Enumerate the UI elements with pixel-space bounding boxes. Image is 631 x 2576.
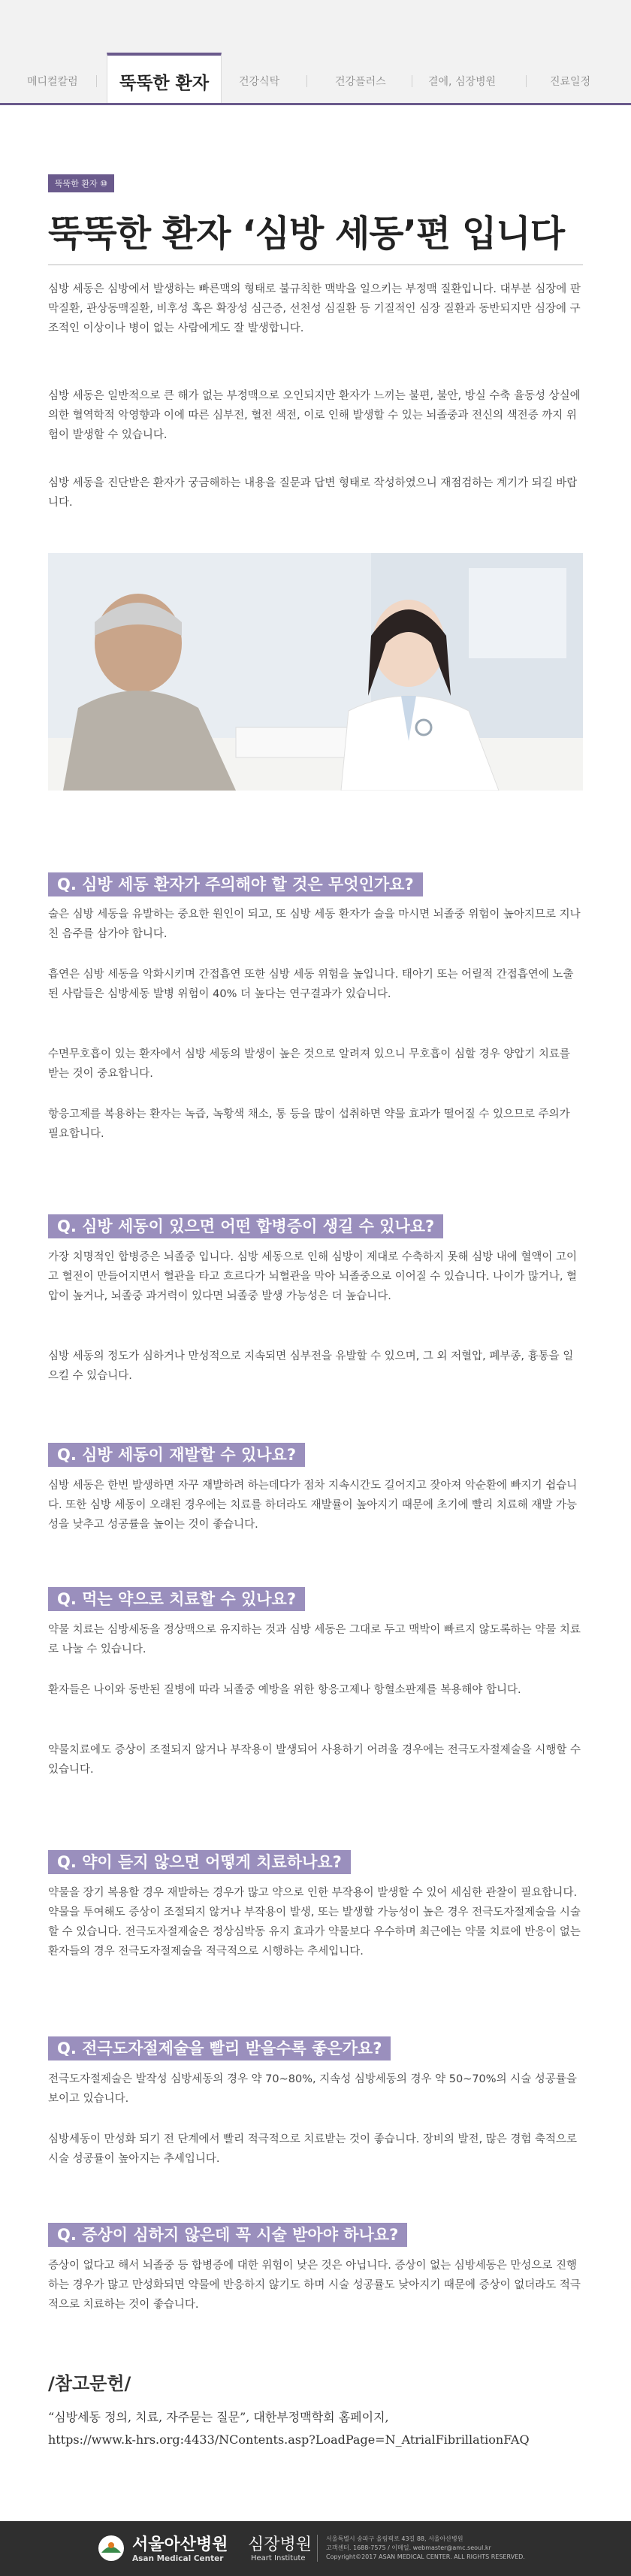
question-heading-1: Q. 심방 세동 환자가 주의해야 할 것은 무엇인가요? <box>48 872 423 896</box>
consultation-illustration <box>48 553 583 791</box>
tab-health-table[interactable]: 건강식탁 <box>239 76 280 88</box>
answer-7-1: 증상이 없다고 해서 뇌졸중 등 합병증에 대한 위험이 낮은 것은 아닙니다. 증상이 없는 심방세동은 만성으로 진행하는 경우가 많고 만성화되면 약물에 반응하지 않기도 하며 시술 성공률도 낮아지기 때문에 증상이 없더라도 적극적으로 치료하는 것이 좋습니다. <box>48 2260 581 2311</box>
footer-contact: 고객센터. 1688-7575 / 이메일. webmaster@amc.seoul.kr <box>326 2544 491 2551</box>
answer-5-1: 약물을 장기 복용할 경우 재발하는 경우가 많고 약으로 인한 부작용이 발생할 수 있어 세심한 관찰이 필요합니다. 약물을 투여해도 증상이 조절되지 않거나 부작용이 발생, 또는 발생할 가능성이 높은 경우 전극도자절제술을 시술할 수 있습니다. 전극도자절제술은 정상심박동 유지 효과가 약물보다 우수하며 최근에는 약물 치료에 반응이 없는 환자들의 경우 전극도자절제술을 적극적으로 시행하는 추세입니다. <box>48 1887 581 1958</box>
dept-name: 심장병원 <box>248 2535 312 2554</box>
footer-divider <box>317 2535 318 2562</box>
reference-citation: “심방세동 정의, 치료, 자주묻는 질문”, 대한부정맥학회 홈페이지, <box>48 2410 389 2424</box>
answer-2-2: 심방 세동의 정도가 심하거나 만성적으로 지속되면 심부전을 유발할 수 있으며, 그 외 저혈압, 폐부종, 흉통을 일으킬 수 있습니다. <box>48 1350 574 1382</box>
references-list <box>48 2406 589 2451</box>
top-navigation <box>0 0 631 105</box>
answer-3-1: 심방 세동은 한번 발생하면 자꾸 재발하려 하는데다가 점차 지속시간도 길어지고 잦아져 악순환에 빠지기 쉽습니다. 또한 심방 세동이 오래된 경우에는 치료를 하더라도 재발률이 높아지기 때문에 초기에 빨리 치료해 재발 가능성을 낮추고 성공률을 높이는 것이 좋습니다. <box>48 1480 578 1531</box>
answer-4-3: 약물치료에도 증상이 조절되지 않거나 부작용이 발생되어 사용하기 어려울 경우에는 전극도자절제술을 시행할 수 있습니다. <box>48 1744 581 1776</box>
question-heading-6: Q. 전극도자절제술을 빨리 받을수록 좋은가요? <box>48 2036 391 2060</box>
question-heading-2: Q. 심방 세동이 있으면 어떤 합병증이 생길 수 있나요? <box>48 1214 443 1238</box>
tab-separator <box>526 75 527 87</box>
intro-paragraph-3: 심방 세동을 진단받은 환자가 궁금해하는 내용을 질문과 답변 형태로 작성하였으니 재점검하는 계기가 되길 바랍니다. <box>48 477 578 509</box>
question-heading-7: Q. 증상이 심하지 않은데 꼭 시술 받아야 하나요? <box>48 2223 407 2247</box>
tab-active-patient[interactable]: 뚝뚝한 환자 <box>107 53 222 105</box>
tab-health-plus[interactable]: 건강플러스 <box>335 76 386 88</box>
hospital-name: 서울아산병원 <box>132 2535 228 2554</box>
footer-copyright: Copyright©2017 ASAN MEDICAL CENTER. ALL RIGHTS RESERVED. <box>326 2553 525 2560</box>
intro-paragraph-1: 심방 세동은 심방에서 발생하는 빠른맥의 형태로 불규칙한 맥박을 일으키는 부정맥 질환입니다. 대부분 심장에 판막질환, 관상동맥질환, 비후성 혹은 확장성 심근증, 선천성 심질환 등 기질적인 심장 질환과 동반되지만 심장에 구조적인 이상이나 병이 없는 사람에게도 잘 발생합니다. <box>48 283 581 334</box>
answer-4-2: 환자들은 나이와 동반된 질병에 따라 뇌졸중 예방을 위한 항응고제나 항혈소판제를 복용해야 합니다. <box>48 1684 521 1696</box>
tab-medical-column[interactable]: 메디컬칼럼 <box>27 76 78 88</box>
hospital-name-en: Asan Medical Center <box>132 2554 224 2563</box>
answer-6-2: 심방세동이 만성화 되기 전 단계에서 빨리 적극적으로 치료받는 것이 좋습니다. 장비의 발전, 많은 경험 축적으로 시술 성공률이 높아지는 추세입니다. <box>48 2133 578 2165</box>
answer-1-2: 흡연은 심방 세동을 악화시키며 간접흡연 또한 심방 세동 위험을 높입니다. 태아기 또는 어릴적 간접흡연에 노출된 사람들은 심방세동 발병 위험이 40% 더 높다는 연구결과가 있습니다. <box>48 969 574 1000</box>
doctor-patient-photo <box>48 553 583 791</box>
footer-info <box>326 2535 574 2562</box>
question-heading-5: Q. 약이 듣지 않으면 어떻게 치료하나요? <box>48 1850 351 1874</box>
tab-heart-hospital[interactable]: 결에, 심장병원 <box>428 76 497 88</box>
tab-separator <box>306 75 307 87</box>
hospital-logo-icon <box>98 2535 125 2562</box>
question-heading-4: Q. 먹는 약으로 치료할 수 있나요? <box>48 1587 305 1611</box>
nav-underline <box>0 103 631 105</box>
answer-1-4: 항응고제를 복용하는 환자는 녹즙, 녹황색 채소, 통 등을 많이 섭취하면 약물 효과가 떨어질 수 있으므로 주의가 필요합니다. <box>48 1108 570 1140</box>
footer <box>0 2521 631 2576</box>
page-title: 뚝뚝한 환자 ‘심방 세동’편 입니다 <box>48 213 565 255</box>
dept-name-en: Heart Institute <box>251 2554 306 2562</box>
answer-2-1: 가장 치명적인 합병증은 뇌졸중 입니다. 심방 세동으로 인해 심방이 제대로 수축하지 못해 심방 내에 혈액이 고이고 혈전이 만들어지면서 혈관을 타고 흐르다가 뇌혈관을 막아 뇌졸중으로 이어질 수 있습니다. 나이가 많거나, 혈압이 높거나, 뇌졸중 과거력이 있다면 뇌졸중 발생 가능성은 더 높습니다. <box>48 1251 578 1302</box>
answer-4-1: 약물 치료는 심방세동을 정상맥으로 유지하는 것과 심방 세동은 그대로 두고 맥박이 빠르지 않도록하는 약물 치료로 나눌 수 있습니다. <box>48 1624 581 1655</box>
question-heading-3: Q. 심방 세동이 재발할 수 있나요? <box>48 1443 305 1467</box>
references-heading: /참고문헌/ <box>48 2373 131 2394</box>
tab-schedule[interactable]: 진료일정 <box>550 76 591 88</box>
reference-url[interactable]: https://www.k-hrs.org:4433/NContents.asp?LoadPage=N_AtrialFibrillationFAQ <box>48 2432 530 2447</box>
tab-separator <box>96 75 97 87</box>
intro-paragraph-2: 심방 세동은 일반적으로 큰 해가 없는 부정맥으로 오인되지만 환자가 느끼는 불편, 불안, 방실 수축 율동성 상실에 의한 혈역학적 악영향과 이에 따른 심부전, 혈전 색전, 이로 인해 발생할 수 있는 뇌졸중과 전신의 색전증 까지 위험이 발생할 수 있습니다. <box>48 390 581 441</box>
series-kicker-badge: 뚝뚝한 환자 ⑩ <box>48 174 114 192</box>
footer-address: 서울특별시 송파구 올림픽로 43길 88, 서울아산병원 <box>326 2535 463 2542</box>
answer-1-1: 술은 심방 세동을 유발하는 중요한 원인이 되고, 또 심방 세동 환자가 술을 마시면 뇌졸중 위험이 높아지므로 지나친 음주를 삼가야 합니다. <box>48 909 581 940</box>
answer-1-3: 수면무호흡이 있는 환자에서 심방 세동의 발생이 높은 것으로 알려져 있으니 무호흡이 심할 경우 양압기 치료를 받는 것이 중요합니다. <box>48 1048 570 1080</box>
answer-6-1: 전극도자절제술은 발작성 심방세동의 경우 약 70~80%, 지속성 심방세동의 경우 약 50~70%의 시술 성공률을 보이고 있습니다. <box>48 2073 577 2105</box>
